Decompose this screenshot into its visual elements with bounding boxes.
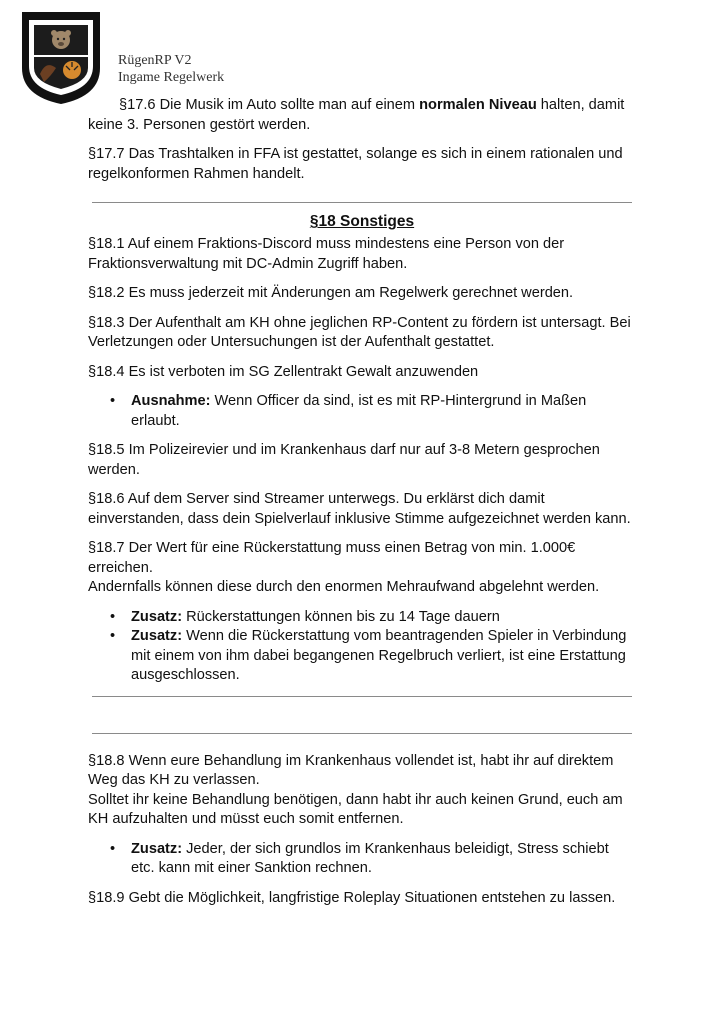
rule-18-9: §18.9 Gebt die Möglichkeit, langfristige Roleplay Situationen entstehen zu lassen. <box>88 889 616 906</box>
divider <box>92 733 632 734</box>
document-header <box>118 52 224 86</box>
divider <box>92 696 632 697</box>
rule-17-6-emphasis: normalen Niveau <box>419 97 537 113</box>
rule-18-7: §18.7 Der Wert für eine Rückerstattung muss einen Betrag von min. 1.000€ erreichen. Andernfalls können diese durch den enormen Mehraufwand abgelehnt werden. <box>88 540 600 595</box>
list-item: • Ausnahme: Wenn Officer da sind, ist es mit RP-Hintergrund in Maßen erlaubt. <box>131 392 636 431</box>
list-item: • Zusatz: Wenn die Rückerstattung vom beantragenden Spieler in Verbindung mit einem von ihm dabei begangenen Regelbruch verliert, ist eine Erstattung ausgeschlossen. <box>131 627 636 686</box>
rule-18-3: §18.3 Der Aufenthalt am KH ohne jeglichen RP-Content zu fördern ist untersagt. Bei Verletzungen oder Untersuchungen ist der Aufenthalt gestattet. <box>88 314 631 350</box>
rule-18-2: §18.2 Es muss jederzeit mit Änderungen am Regelwerk gerechnet werden. <box>88 285 574 301</box>
document-body <box>88 96 636 918</box>
rule-18-4: §18.4 Es ist verboten im SG Zellentrakt Gewalt anzuwenden <box>88 363 479 380</box>
rule-18-5: §18.5 Im Polizeirevier und im Krankenhaus darf nur auf 3-8 Metern gesprochen werden. <box>88 442 600 478</box>
header-subtitle: Ingame Regelwerk <box>118 70 225 85</box>
rule-18-4-list <box>88 392 636 431</box>
rule-18-6: §18.6 Auf dem Server sind Streamer unterwegs. Du erklärst dich damit einverstanden, dass dein Spielverlauf inklusive Stimme aufgezeichnet werden kann. <box>88 491 631 527</box>
rule-18-8-list <box>88 840 636 879</box>
server-logo <box>18 10 104 106</box>
divider <box>92 202 632 203</box>
rule-18-8: §18.8 Wenn eure Behandlung im Krankenhaus vollendet ist, habt ihr auf direktem Weg das KH zu verlassen. Solltet ihr keine Behandlung benötigen, dann habt ihr auch keinen Grund, euch am KH aufzuhalten und müsst euch somit entfernen. <box>88 752 623 827</box>
list-item: • Zusatz: Rückerstattungen können bis zu 14 Tage dauern <box>131 608 636 628</box>
rule-18-7-list <box>88 608 636 686</box>
rule-17-7: §17.7 Das Trashtalken in FFA ist gestattet, solange es sich in einem rationalen und regelkonformen Rahmen handelt. <box>88 146 623 182</box>
rule-17-6: §17.6 Die Musik im Auto sollte man auf einem normalen Niveau halten, damit keine 3. Personen gestört werden. <box>88 97 625 133</box>
section-18-heading: §18 Sonstiges <box>309 213 415 230</box>
rule-18-1: §18.1 Auf einem Fraktions-Discord muss mindestens eine Person von der Fraktionsverwaltung mit DC-Admin Zugriff haben. <box>88 236 565 272</box>
list-item: • Zusatz: Jeder, der sich grundlos im Krankenhaus beleidigt, Stress schiebt etc. kann mit einer Sanktion rechnen. <box>131 840 636 879</box>
header-title: RügenRP V2 <box>118 53 192 68</box>
